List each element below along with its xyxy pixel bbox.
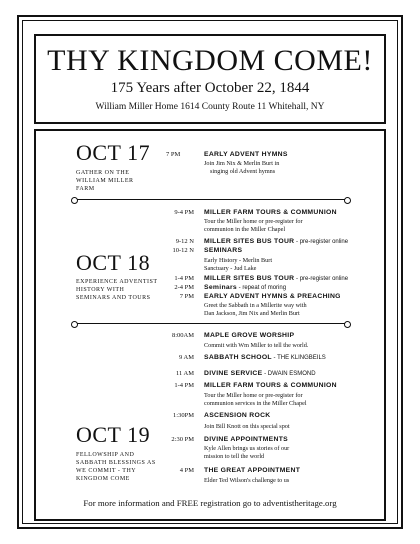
event-description: Tour the Miller home or pre-register for	[204, 392, 303, 399]
event-description: Early History - Merlin Burt	[204, 257, 273, 264]
event-time: 10-12 N	[172, 247, 194, 254]
event-title: SABBATH SCHOOL - THE KLINGBEILS	[204, 354, 326, 361]
event-title: MILLER SITES BUS TOUR - pre-register online	[204, 238, 349, 245]
event-description: communion in the Miller Chapel	[204, 226, 286, 233]
event-title: Seminars - repeat of moring	[204, 284, 287, 291]
event-time: 8:00AM	[171, 332, 194, 339]
event-title: ASCENSION ROCK	[204, 412, 271, 419]
event-address: William Miller Home 1614 County Route 11 Whitehall, NY	[95, 102, 325, 112]
event-title: EARLY ADVENT HYMNS	[204, 151, 288, 158]
header-box	[34, 34, 386, 124]
event-time: 1:30PM	[173, 412, 194, 419]
event-description: Sanctuary - Jud Lake	[204, 265, 257, 272]
section-divider	[76, 323, 346, 324]
event-description: singing old Advent hymns	[210, 168, 276, 175]
event-title: THE GREAT APPOINTMENT	[204, 467, 301, 474]
event-time: 4 PM	[179, 467, 194, 474]
event-time: 11 AM	[176, 370, 194, 377]
event-description: Elder Ted Wilson's challenge to us	[204, 477, 290, 484]
event-time: 2:30 PM	[171, 436, 194, 443]
event-description: Kyle Allen brings us stories of our	[204, 445, 290, 452]
day-date: OCT 17	[76, 140, 151, 165]
event-description: communion services in the Miller Chapel	[204, 400, 307, 407]
event-title: EARLY ADVENT HYMNS & PREACHING	[204, 293, 341, 300]
day-date: OCT 19	[76, 422, 151, 447]
event-title: MILLER FARM TOURS & COMMUNION	[204, 382, 337, 389]
event-description: mission to tell the world	[204, 453, 265, 460]
event-title: MAPLE GROVE WORSHIP	[204, 332, 295, 339]
day-description: GATHER ON THE WILLIAM MILLER FARM	[76, 170, 134, 192]
event-time: 7 PM	[179, 293, 194, 300]
event-time: 1-4 PM	[174, 382, 194, 389]
event-description: Commit with Wm Miller to tell the world.	[204, 342, 309, 349]
section-divider	[76, 199, 346, 200]
footer-registration-text: For more information and FREE registration go to adventistheritage.org	[83, 498, 337, 508]
event-title: SEMINARS	[204, 247, 243, 254]
event-title: MILLER FARM TOURS & COMMUNION	[204, 209, 337, 216]
event-time: 1-4 PM	[174, 275, 194, 282]
event-time: 9 AM	[179, 354, 194, 361]
page-title: THY KINGDOM COME!	[47, 44, 373, 77]
event-time: 9-4 PM	[174, 209, 194, 216]
event-title: DIVINE APPOINTMENTS	[204, 436, 288, 443]
event-title: DIVINE SERVICE - DWAIN ESMOND	[204, 370, 316, 377]
page-subtitle: 175 Years after October 22, 1844	[110, 80, 310, 96]
event-description: Dan Jackson, Jim Nix and Merlin Burt	[204, 310, 300, 317]
event-description: Join Jim Nix & Merlin Burt in	[204, 160, 280, 167]
day-date: OCT 18	[76, 250, 151, 275]
event-time: 7 PM	[166, 151, 181, 158]
event-time: 9-12 N	[175, 238, 194, 245]
event-title: MILLER SITES BUS TOUR - pre-register online	[204, 275, 349, 282]
day-description: EXPERIENCE ADVENTIST HISTORY WITH SEMINARS AND TOURS	[76, 279, 158, 301]
day-description: FELLOWSHIP AND SABBATH BLESSINGS AS WE COMMIT - THY KINGDOM COME	[76, 452, 156, 482]
event-description: Greet the Sabbath in a Millerite way with	[204, 302, 307, 309]
schedule-box	[34, 129, 386, 521]
event-description: Tour the Miller home or pre-register for	[204, 218, 303, 225]
event-time: 2-4 PM	[174, 284, 194, 291]
event-description: Join Bill Knott on this special spot	[204, 423, 290, 430]
